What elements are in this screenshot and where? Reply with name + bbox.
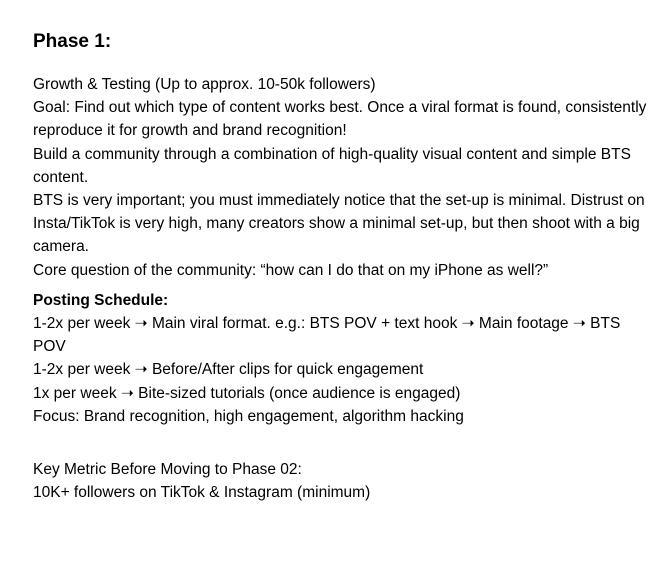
schedule-line-tutorials: 1x per week ➝ Bite-sized tutorials (once audience is engaged) <box>33 384 461 402</box>
phase-intro <box>33 73 647 282</box>
posting-schedule <box>33 289 647 428</box>
key-metric <box>33 458 647 504</box>
phase-title: Phase 1: <box>33 31 112 52</box>
schedule-line-main: 1-2x per week ➝ Main viral format. e.g.: BTS POV + text hook ➝ Main footage ➝ BTS POV <box>33 315 621 356</box>
schedule-line-focus: Focus: Brand recognition, high engagement, algorithm hacking <box>33 407 464 425</box>
growth-testing-line: Growth & Testing (Up to approx. 10-50k followers) <box>33 76 376 93</box>
metric-title: Key Metric Before Moving to Phase 02: <box>33 461 302 479</box>
bts-line: BTS is very important; you must immediately notice that the set-up is minimal. Distrust on Insta/TikTok is very high, many creators show a minimal set-up, but then shoot with a big camera. <box>33 192 645 256</box>
community-line: Build a community through a combination of high-quality visual content and simple BTS content. <box>33 145 631 186</box>
schedule-line-before-after: 1-2x per week ➝ Before/After clips for quick engagement <box>33 361 424 379</box>
goal-line: Goal: Find out which type of content works best. Once a viral format is found, consistently reproduce it for growth and brand recognition! <box>33 99 647 140</box>
core-question-line: Core question of the community: “how can I do that on my iPhone as well?” <box>33 261 549 279</box>
schedule-title: Posting Schedule: <box>33 291 169 309</box>
metric-value: 10K+ followers on TikTok & Instagram (minimum) <box>33 484 371 502</box>
